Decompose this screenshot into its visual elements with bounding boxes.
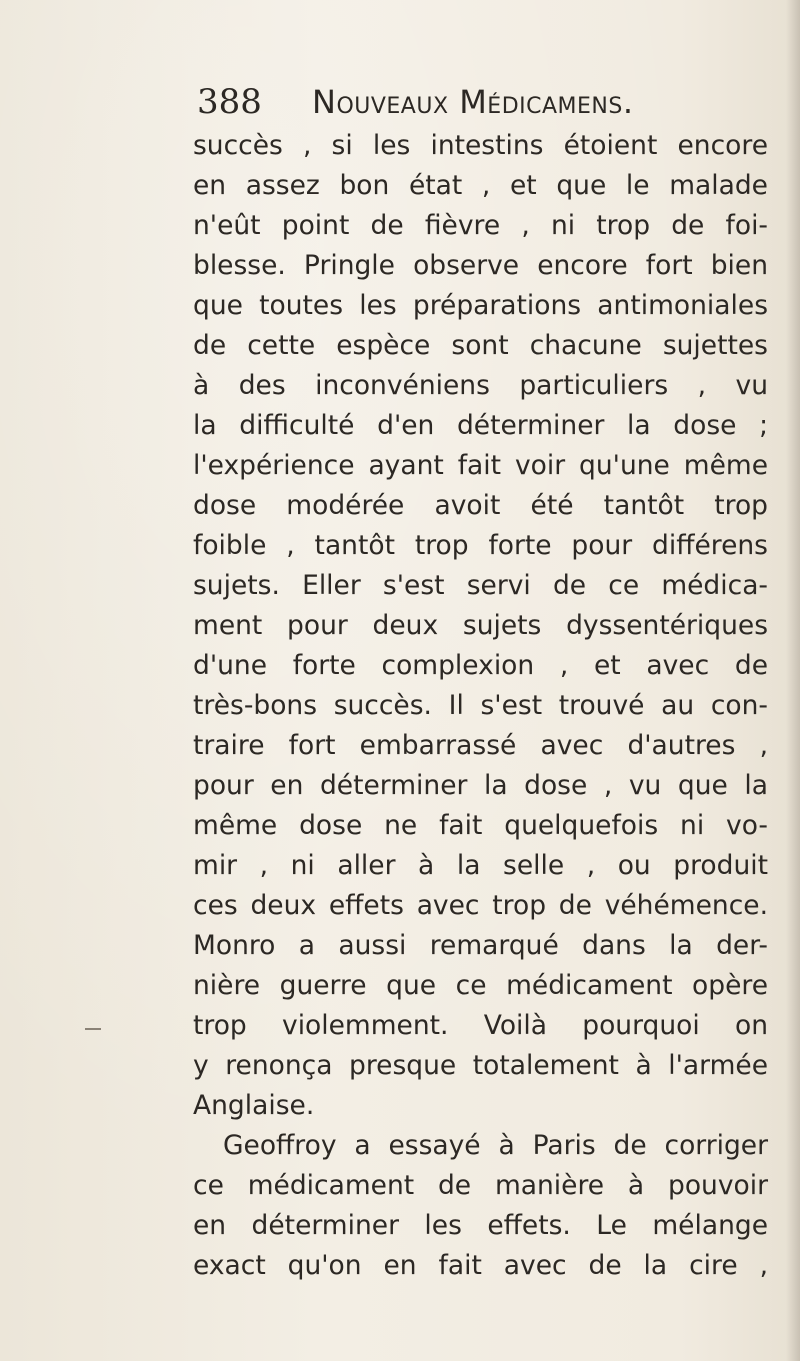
text-line: pour en déterminer la dose , vu que la	[193, 770, 768, 801]
text-line: Anglaise.	[193, 1090, 315, 1121]
text-line: en assez bon état , et que le malade	[193, 170, 768, 201]
text-line: foible , tantôt trop forte pour différens	[193, 530, 768, 561]
text-line: n'eût point de fièvre , ni trop de foi-	[193, 210, 768, 241]
text-line: en déterminer les effets. Le mélange	[193, 1210, 768, 1241]
text-line: exact qu'on en fait avec de la cire ,	[193, 1250, 768, 1281]
text-line: traire fort embarrassé avec d'autres ,	[193, 730, 768, 761]
page-header	[197, 78, 757, 126]
text-line: ces deux effets avec trop de véhémence.	[193, 890, 768, 921]
page-number: 388	[197, 82, 262, 122]
text-line: succès , si les intestins étoient encore	[193, 130, 768, 161]
text-line: la difficulté d'en déterminer la dose ;	[193, 410, 768, 441]
text-line: de cette espèce sont chacune sujettes	[193, 330, 768, 361]
text-line: sujets. Eller s'est servi de ce médica-	[193, 570, 768, 601]
text-line: que toutes les préparations antimoniales	[193, 290, 768, 321]
text-line: blesse. Pringle observe encore fort bien	[193, 250, 768, 281]
text-line: nière guerre que ce médicament opère	[193, 970, 768, 1001]
text-line: mir , ni aller à la selle , ou produit	[193, 850, 768, 881]
margin-mark	[85, 1028, 101, 1030]
text-line: dose modérée avoit été tantôt trop	[193, 490, 768, 521]
text-line: très-bons succès. Il s'est trouvé au con-	[193, 690, 768, 721]
running-title: Nouveaux Médicamens.	[312, 83, 634, 121]
text-line: Monro a aussi remarqué dans la der-	[193, 930, 768, 961]
text-line: d'une forte complexion , et avec de	[193, 650, 768, 681]
text-line: même dose ne fait quelquefois ni vo-	[193, 810, 768, 841]
text-line: l'expérience ayant fait voir qu'une même	[193, 450, 768, 481]
text-line: trop violemment. Voilà pourquoi on	[193, 1010, 768, 1041]
text-line: Geoffroy a essayé à Paris de corriger	[223, 1130, 768, 1161]
page-edge-shadow	[786, 0, 800, 1361]
text-line: y renonça presque totalement à l'armée	[193, 1050, 768, 1081]
text-line: ce médicament de manière à pouvoir	[193, 1170, 768, 1201]
text-line: à des inconvéniens particuliers , vu	[193, 370, 768, 401]
text-line: ment pour deux sujets dyssentériques	[193, 610, 768, 641]
body-text	[193, 126, 768, 1286]
